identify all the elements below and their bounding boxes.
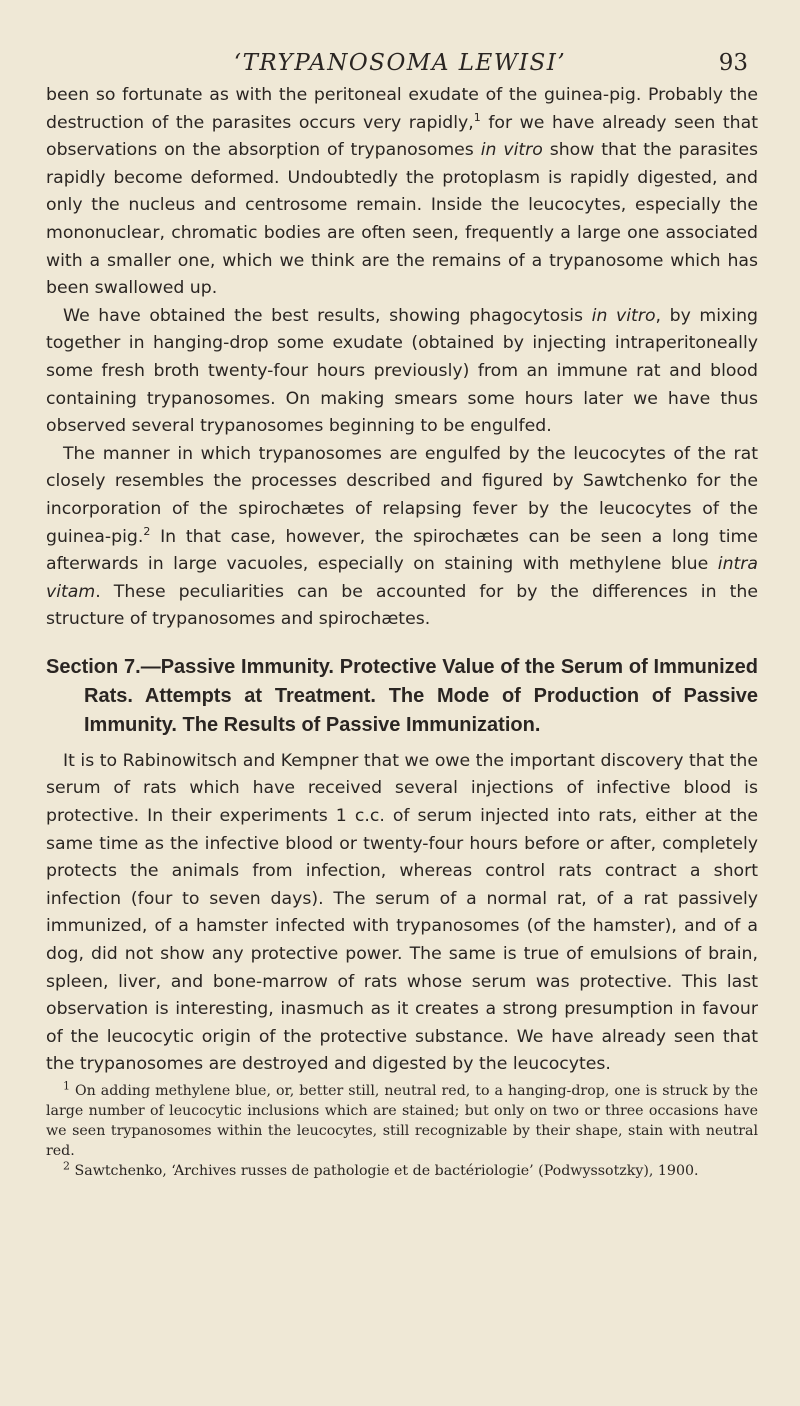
body-text	[46, 82, 758, 1181]
footnote-text: On adding methylene blue, or, better still, neutral red, to a hanging-drop, one is struck by the large number of leucocytic inclusions which are stained; but only on two or three occasions have we seen trypanosomes within the leucocytes, still recognizable by their shape, stain with neutral red.	[46, 1083, 758, 1159]
text-run: We have obtained the best results, showing phagocytosis	[63, 305, 592, 326]
footnote-mark-1: 1	[63, 1079, 70, 1093]
page-number: 93	[718, 50, 748, 76]
paragraph-3	[46, 441, 758, 634]
footnote-ref-2: 2	[143, 524, 151, 538]
footnote-text: Sawtchenko, ‘Archives russes de pathologie et de bactériologie’ (Podwyssotzky), 1900.	[70, 1163, 699, 1179]
italic-term: intra vitam	[46, 554, 758, 602]
running-head	[0, 50, 800, 82]
text-run: The manner in which trypanosomes are engulfed by the leucocytes of the rat closely resembles the processes described and figured by Sawtchenko for the incorporation of the spirochætes of relapsing fever by the leucocytes of the guinea-pig.	[46, 443, 758, 547]
text-run: In that case, however, the spirochætes can be seen a long time afterwards in large vacuoles, especially on staining with methylene blue	[46, 526, 758, 575]
text-run: . These peculiarities can be accounted for by the differences in the structure of trypanosomes and spirochætes.	[46, 581, 758, 630]
footnotes	[46, 1081, 758, 1181]
text-run: , by mixing together in hanging-drop some exudate (obtained by injecting intraperitoneally some fresh broth twenty-four hours previously) from an immune rat and blood containing trypanosomes. On making smears some hours later we have thus observed several trypanosomes beginning to be engulfed.	[46, 305, 758, 437]
section-heading: Section 7.—Passive Immunity. Protective Value of the Serum of Immunized Rats. Attempts at Treatment. The Mode of Production of Passive Immunity. The Results of Passive Immunization.	[46, 655, 758, 736]
running-title: ‘TRYPANOSOMA LEWISI’	[233, 50, 567, 76]
italic-term: in vitro	[480, 140, 543, 161]
footnote-2	[46, 1161, 758, 1181]
text-run: show that the parasites rapidly become deformed. Undoubtedly the protoplasm is rapidly digested, and only the nucleus and centrosome remain. Inside the leucocytes, especially the mononuclear, chromatic bodies are often seen, frequently a large one associated with a smaller one, which we think are the remains of a trypanosome which has been swallowed up.	[46, 140, 759, 299]
text-run: been so fortunate as with the peritoneal exudate of the guinea-pig. Probably the destruction of the parasites occurs very rapidly,	[46, 85, 758, 133]
paragraph-1	[46, 82, 758, 303]
italic-term: in vitro	[591, 305, 656, 326]
paragraph-2	[46, 303, 758, 441]
text-run: for we have already seen that observations on the absorption of trypanosomes	[46, 112, 758, 161]
paragraph-4: It is to Rabinowitsch and Kempner that we owe the important discovery that the serum of rats which have received several injections of infective blood is protective. In their experiments 1 c.c. of serum injected into rats, either at the same time as the infective blood or twenty-four hours before or after, completely protects the animals from infection, whereas control rats contract a short infection (four to seven days). The serum of a normal rat, of a rat passively immunized, of a hamster infected with trypanosomes (of the hamster), and of a dog, did not show any protective power. The same is true of emulsions of brain, spleen, liver, and bone-marrow of rats whose serum was protective. This last observation is interesting, inasmuch as it creates a strong presumption in favour of the leucocytic origin of the protective substance. We have already seen that the trypanosomes are destroyed and digested by the leucocytes.	[46, 750, 758, 1075]
footnote-mark-2: 2	[63, 1159, 70, 1173]
footnote-1	[46, 1081, 758, 1161]
footnote-ref-1: 1	[473, 110, 481, 124]
